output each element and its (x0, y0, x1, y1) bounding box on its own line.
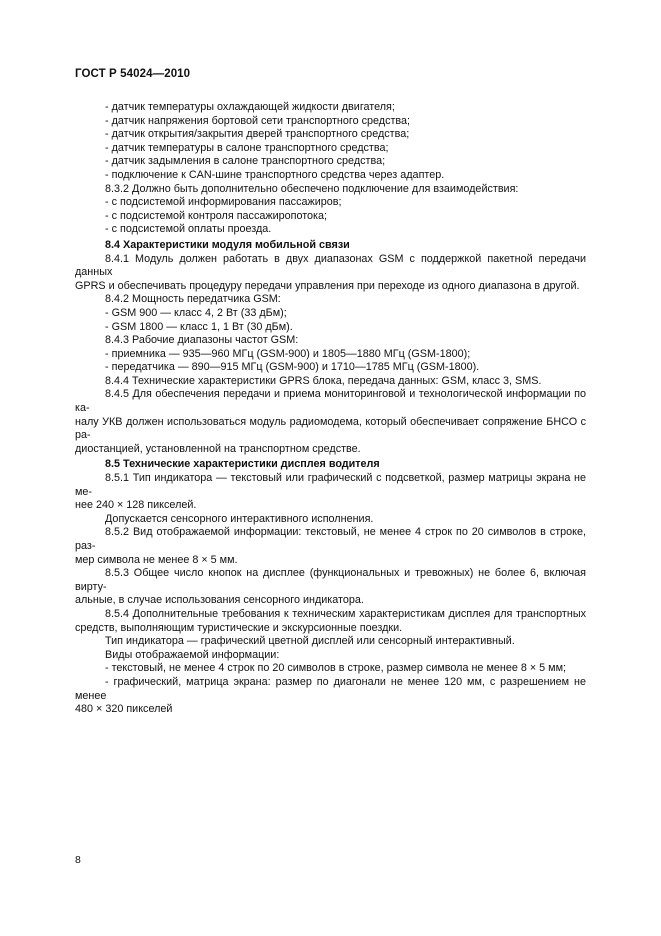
paragraph-line: - графический, матрица экрана: размер по диагонали не менее 120 мм, с разрешением не менее (75, 675, 586, 702)
paragraph-line: - GSM 900 — класс 4, 2 Вт (33 дБм); (105, 306, 287, 319)
paragraph-line: - датчик открытия/закрытия дверей транспортного средства; (105, 128, 410, 141)
paragraph-line: нее 240 × 128 пикселей. (75, 499, 197, 512)
paragraph-line: - подключение к CAN-шине транспортного средства через адаптер. (105, 168, 445, 181)
paragraph-line: налу УКВ должен использоваться модуль радиомодема, который обеспечивает сопряжение БНСО с ра- (75, 415, 586, 442)
paragraph-line: 8.5.3 Общее число кнопок на дисплее (функциональных и тревожных) не более 6, включая вирту- (75, 567, 586, 593)
paragraph-line: - датчик напряжения бортовой сети транспортного средства; (105, 114, 411, 127)
paragraph-line: средств, выполняющим туристические и экскурсионные поездки. (75, 621, 403, 634)
paragraph-line: 8.4.5 Для обеспечения передачи и приема мониторинговой и технологической информации по ка- (75, 388, 586, 415)
section-heading-8-4: 8.4 Характеристики модуля мобильной связи (105, 238, 350, 251)
page-number: 8 (75, 854, 81, 866)
paragraph-line: 8.5.4 Дополнительные требования к техническим характеристикам дисплея для транспортных (105, 607, 586, 620)
section-heading-8-5: 8.5 Технические характеристики дисплея водителя (105, 458, 380, 471)
paragraph-line: 8.4.4 Технические характеристики GPRS блока, передача данных: GSM, класс 3, SMS. (105, 374, 542, 387)
paragraph-line: GPRS и обеспечивать процедуру передачи управления при переходе из одного диапазона в другой. (75, 279, 580, 292)
paragraph-line: - датчик задымления в салоне транспортного средства; (105, 155, 386, 168)
paragraph-line: Виды отображаемой информации: (105, 648, 280, 661)
document-header: ГОСТ Р 54024—2010 (75, 68, 191, 80)
paragraph-line: 8.4.2 Мощность передатчика GSM: (105, 293, 281, 306)
paragraph-line: - датчик температуры в салоне транспортного средства; (105, 141, 389, 154)
paragraph-line: 8.5.1 Тип индикатора — текстовый или графический с подсветкой, размер матрицы экрана не ме- (75, 472, 586, 498)
paragraph-line: мер символа не менее 8 × 5 мм. (75, 553, 238, 566)
paragraph-line: - датчик температуры охлаждающей жидкости двигателя; (105, 101, 395, 113)
paragraph-line: альные, в случае использования сенсорного индикатора. (75, 594, 364, 607)
paragraph-line: 8.5.2 Вид отображаемой информации: текстовый, не менее 4 строк по 20 символов в строке, раз- (75, 526, 586, 552)
paragraph-line: Допускается сенсорного интерактивного исполнения. (105, 512, 374, 525)
paragraph-line: 8.3.2 Должно быть дополнительно обеспечено подключение для взаимодействия: (105, 182, 519, 195)
paragraph-line: - с подсистемой оплаты проезда. (105, 223, 272, 236)
paragraph-line: 480 × 320 пикселей (75, 703, 173, 716)
paragraph-line: Тип индикатора — графический цветной дисплей или сенсорный интерактивный. (105, 635, 515, 648)
document-body (75, 101, 586, 717)
paragraph-line: - с подсистемой контроля пассажиропотока; (105, 209, 328, 222)
paragraph-line: диостанцией, установленной на транспортном средстве. (75, 442, 361, 455)
paragraph-line: - приемника — 935—960 МГц (GSM-900) и 1805—1880 МГц (GSM-1800); (105, 347, 471, 360)
paragraph-line: - передатчика — 890—915 МГц (GSM-900) и 1710—1785 МГц (GSM-1800). (105, 361, 480, 374)
paragraph-line: 8.4.1 Модуль должен работать в двух диапазонах GSM с поддержкой пакетной передачи данных (75, 252, 586, 279)
paragraph-line: 8.4.3 Рабочие диапазоны частот GSM: (105, 334, 299, 347)
paragraph-line: - с подсистемой информирования пассажиров; (105, 196, 342, 209)
paragraph-line: - текстовый, не менее 4 строк по 20 символов в строке, размер символа не менее 8 × 5 мм; (105, 662, 566, 675)
paragraph-line: - GSM 1800 — класс 1, 1 Вт (30 дБм). (105, 320, 293, 333)
